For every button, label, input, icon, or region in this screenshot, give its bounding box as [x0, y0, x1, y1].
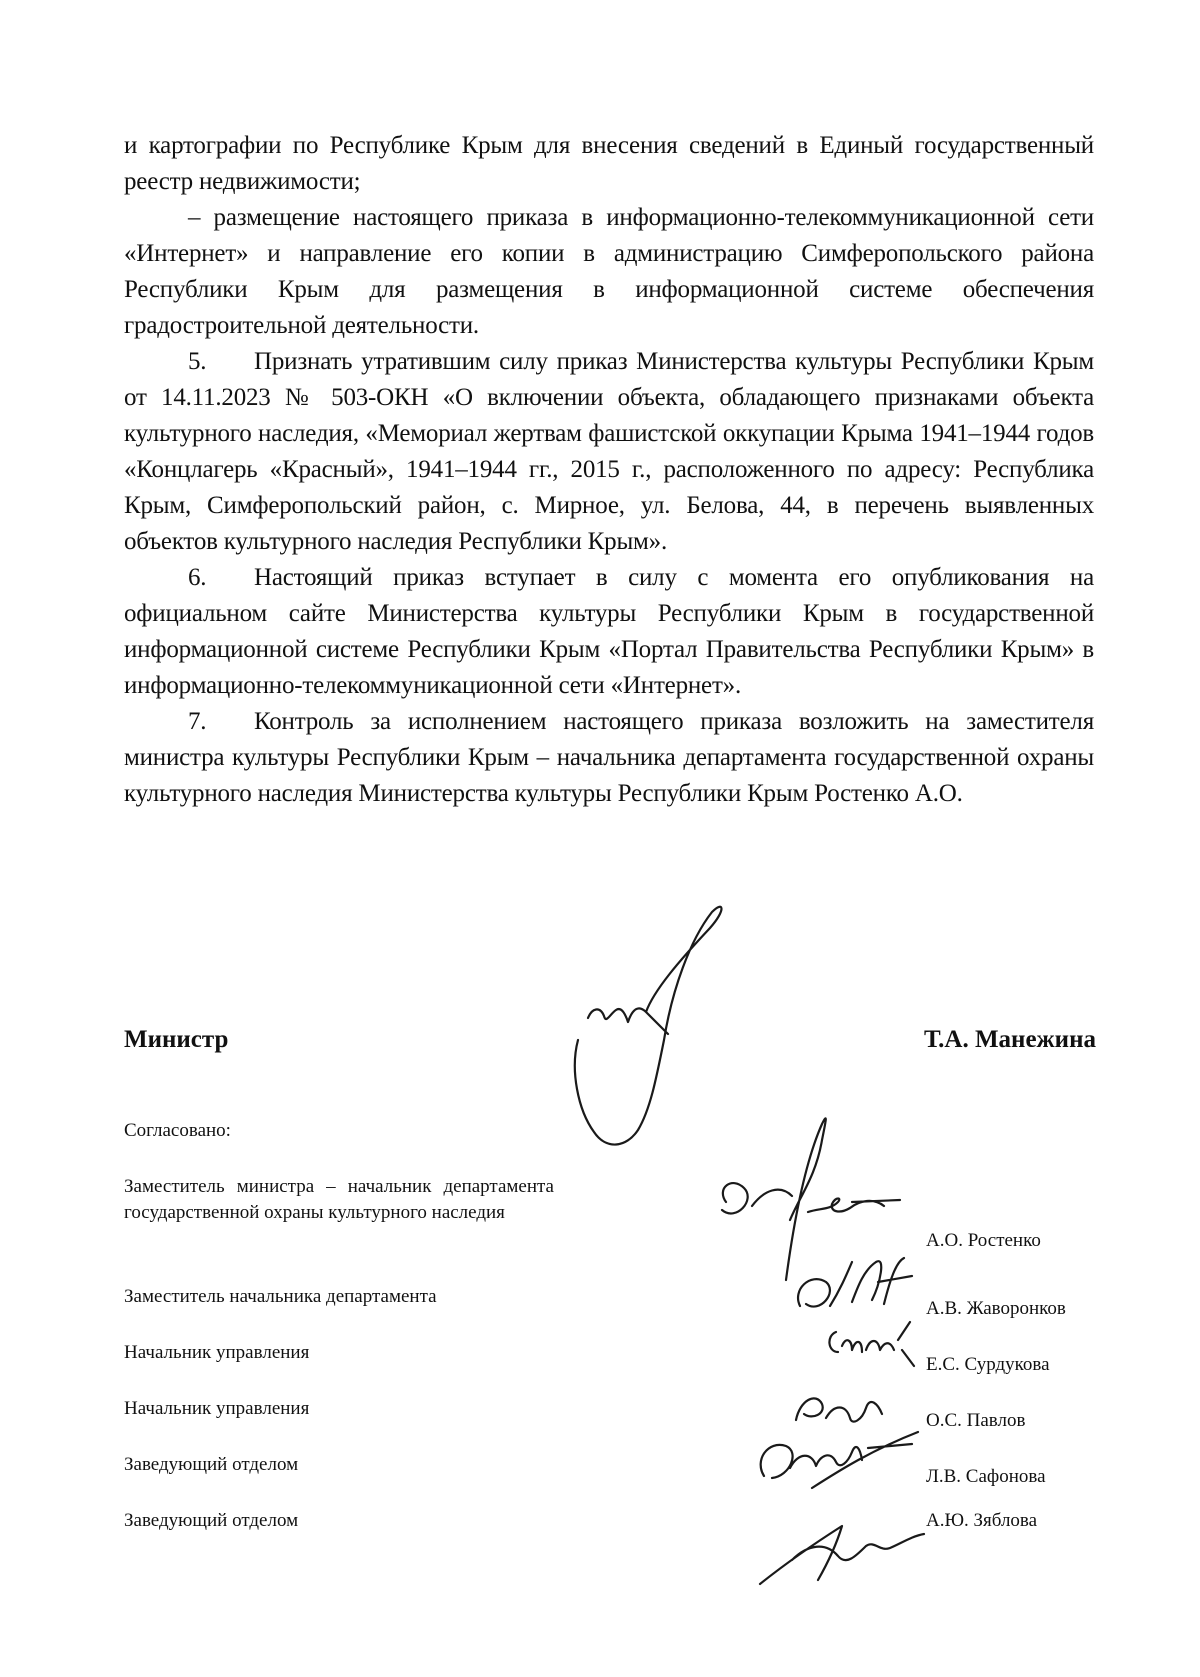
- paragraph-number: 6.: [188, 564, 207, 591]
- approval-position: Начальник управления: [124, 1398, 310, 1419]
- approval-position: Заместитель начальника департамента: [124, 1286, 437, 1307]
- approval-position: Начальник управления: [124, 1342, 310, 1363]
- approval-name: А.В. Жаворонков: [926, 1298, 1066, 1319]
- paragraph-number: 7.: [188, 708, 207, 735]
- paragraph-number: 5.: [188, 348, 207, 375]
- approval-name: А.О. Ростенко: [926, 1230, 1041, 1251]
- approval-signature: [798, 1258, 912, 1307]
- approval-signature: [829, 1322, 914, 1366]
- signatory-name: Т.А. Манежина: [923, 1026, 1096, 1053]
- approval-name: Л.В. Сафонова: [926, 1466, 1046, 1487]
- approval-signature: [761, 1432, 918, 1488]
- paragraph-text: Настоящий приказ вступает в силу с момента его опубликования на официальном сайте Министерства культуры Республики Крым в государственной информационной системе Республики Крым «Портал Правительства Республики Крым» в информационно-телекоммуникационной сети «Интернет».: [124, 564, 1094, 699]
- paragraph-item-5: [124, 344, 1094, 560]
- approval-signature: [796, 1398, 882, 1421]
- approval-position: Заведующий отделом: [124, 1454, 299, 1475]
- paragraph-text: – размещение настоящего приказа в информационно-телекоммуникационной сети «Интернет» и направление его копии в администрацию Симферопольского района Республики Крым для размещения в информационной системе обеспечения градостроительной деятельности.: [124, 204, 1094, 339]
- document-body: [124, 128, 1094, 812]
- paragraph-text: и картографии по Республике Крым для внесения сведений в Единый государственный реестр недвижимости;: [124, 132, 1094, 195]
- paragraph-continuation: [124, 128, 1094, 200]
- paragraph-publication: [124, 200, 1094, 344]
- approved-label: Согласовано:: [124, 1120, 231, 1141]
- minister-signature: [575, 907, 722, 1145]
- paragraph-text: Признать утратившим силу приказ Министерства культуры Республики Крым от 14.11.2023 № 503-ОКН «О включении объекта, обладающего признаками объекта культурного наследия, «Мемориал жертвам фашистской оккупации Крыма 1941–1944 годов «Концлагерь «Красный», 1941–1944 гг., 2015 г., расположенного по адресу: Республика Крым, Симферопольский район, с. Мирное, ул. Белова, 44, в перечень выявленных объектов культурного наследия Республики Крым».: [124, 348, 1094, 555]
- approval-name: О.С. Павлов: [926, 1410, 1026, 1431]
- approval-name: Е.С. Сурдукова: [926, 1354, 1050, 1375]
- approval-signature: [722, 1118, 900, 1280]
- paragraph-item-7: [124, 704, 1094, 812]
- approval-signature: [760, 1526, 924, 1584]
- paragraph-text: Контроль за исполнением настоящего приказа возложить на заместителя министра культуры Республики Крым – начальника департамента государственной охраны культурного наследия Министерства культуры Республики Крым Ростенко А.О.: [124, 708, 1094, 807]
- paragraph-item-6: [124, 560, 1094, 704]
- approval-position: Заместитель министра – начальник департамента государственной охраны культурного наследия: [124, 1176, 554, 1223]
- signatory-title: Министр: [124, 1026, 229, 1053]
- approval-position: Заведующий отделом: [124, 1510, 299, 1531]
- approval-name: А.Ю. Зяблова: [926, 1510, 1038, 1531]
